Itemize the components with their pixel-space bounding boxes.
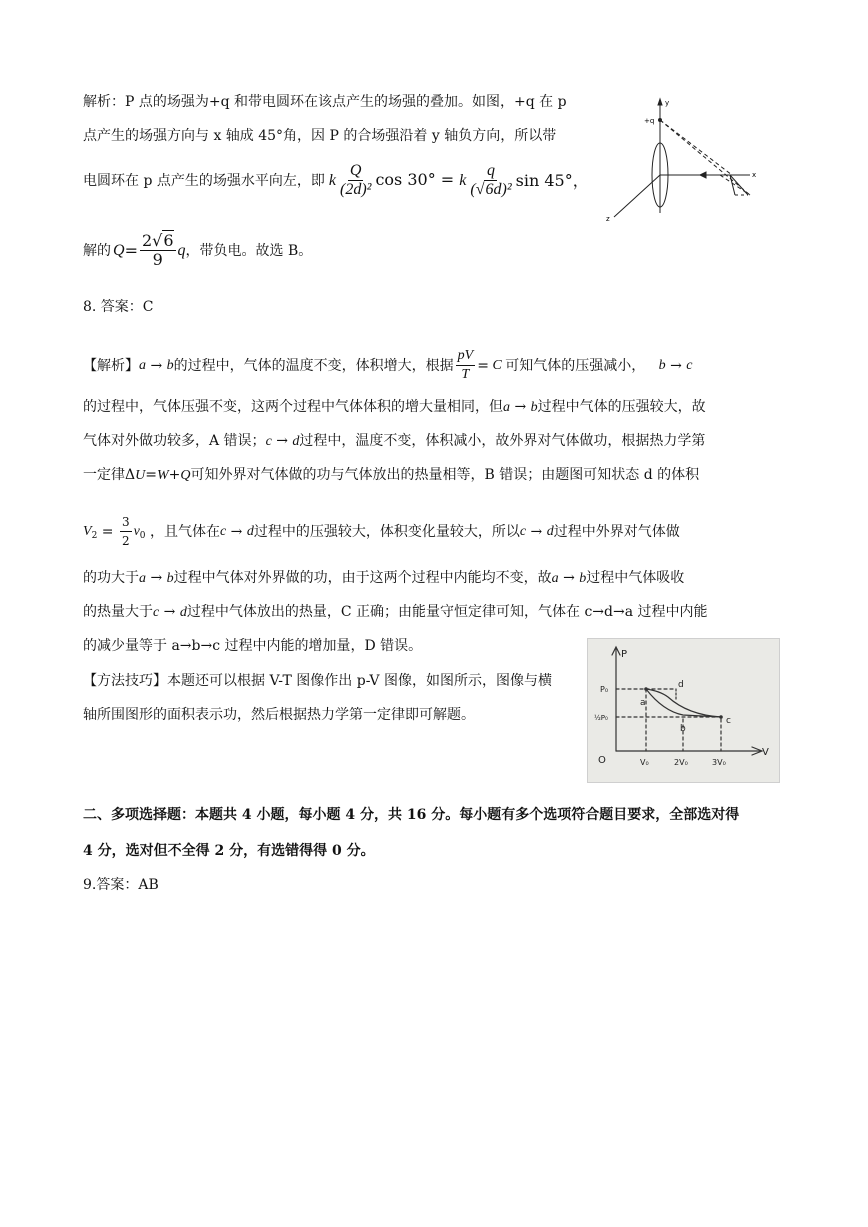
section-heading: 二、多项选择题：本题共 4 小题，每小题 4 分，共 16 分。每小题有多个选项符合题目要求，全部选对得 bbox=[83, 807, 740, 823]
pv-diagram-photo bbox=[587, 638, 780, 783]
text-line-8: 的减少量等于 a→b→c 过程中内能的增加量，D 错误。 bbox=[83, 638, 423, 654]
axis-p-label: P bbox=[621, 649, 628, 660]
text-line-10: 轴所围图形的面积表示功，然后根据热力学第一定律即可解题。 bbox=[83, 707, 475, 723]
text-line-4: 一定律ΔU=W+Q可知外界对气体做的功与气体放出的热量相等，B 错误；由题图可知状态 d 的体积 bbox=[83, 467, 700, 483]
answer-line: 9.答案：AB bbox=[83, 877, 159, 893]
p0-label: P₀ bbox=[600, 685, 609, 694]
text-line-2: 的过程中，气体压强不变，这两个过程中气体体积的增大量相同，但a → b过程中气体的压强较大，故 bbox=[83, 399, 706, 415]
text-line-5: V 2 = $\frac{3}{2}$ v 0 ，且气体在 c → d 过程中的压强较大，体积变化量较大，所以 c → d 过程中外界对气体做 bbox=[83, 515, 680, 548]
point-d-label: d bbox=[678, 680, 684, 690]
y-label: y bbox=[665, 99, 670, 107]
field-diagram bbox=[600, 95, 760, 225]
z-label: z bbox=[606, 215, 610, 223]
v0-label: V₀ bbox=[640, 758, 649, 767]
equation-line: 解的 Q = $\frac{2√6}{9}$ q ，带负电。故选 B。 bbox=[83, 231, 313, 269]
point-b-label: b bbox=[680, 724, 686, 734]
equation-line: 电圆环在 p 点产生的场强水平向左，即 k $\frac{Q}{\text{(2d)²}}$ cos 30° = k $\frac{q}{\text{(√6d)²}}$ sin 45°， bbox=[83, 162, 589, 198]
text-line-3: 气体对外做功较多，A 错误；c → d过程中，温度不变，体积减小，故外界对气体做功，根据热力学第 bbox=[83, 433, 706, 449]
text-line: 解析：P 点的场强为+q 和带电圆环在该点产生的场强的叠加。如图，+q 在 p bbox=[83, 94, 567, 110]
origin-label: O bbox=[598, 755, 606, 766]
answer-line: 8. 答案：C bbox=[83, 299, 154, 315]
text-line: 电圆环在 p 点产生的场强水平向左，即 bbox=[83, 172, 325, 189]
text-line: 点产生的场强方向与 x 轴成 45°角，因 P 的合场强沿着 y 轴负方向，所以带 bbox=[83, 128, 557, 144]
text-line-1: 【解析】 a → b 的过程中，气体的温度不变，体积增大，根据 $\frac{pV}{T}$ = C 可知气体的压强减小， b → c bbox=[83, 348, 693, 382]
3v0-label: 3V₀ bbox=[712, 758, 726, 767]
half-p0-label: ½P₀ bbox=[594, 714, 608, 722]
x-label: x bbox=[752, 171, 757, 179]
text-line-6: 的功大于a → b过程中气体对外界做的功，由于这两个过程中内能均不变，故a → b过程中气体吸收 bbox=[83, 570, 685, 586]
section-heading-cont: 4 分，选对但不全得 2 分，有选错得得 0 分。 bbox=[83, 843, 375, 859]
2v0-label: 2V₀ bbox=[674, 758, 688, 767]
q-label: +q bbox=[644, 117, 655, 125]
point-c-label: c bbox=[726, 716, 731, 726]
axis-v-label: V bbox=[762, 747, 769, 758]
text-line-7: 的热量大于c → d过程中气体放出的热量，C 正确；由能量守恒定律可知，气体在 c→d→a 过程中内能 bbox=[83, 604, 708, 620]
text-line-9: 【方法技巧】本题还可以根据 V-T 图像作出 p-V 图像，如图所示，图像与横 bbox=[83, 673, 552, 689]
text-line: 解的 bbox=[83, 242, 111, 259]
point-a-label: a bbox=[640, 698, 646, 708]
text-line: ，带负电。故选 B。 bbox=[185, 242, 313, 259]
